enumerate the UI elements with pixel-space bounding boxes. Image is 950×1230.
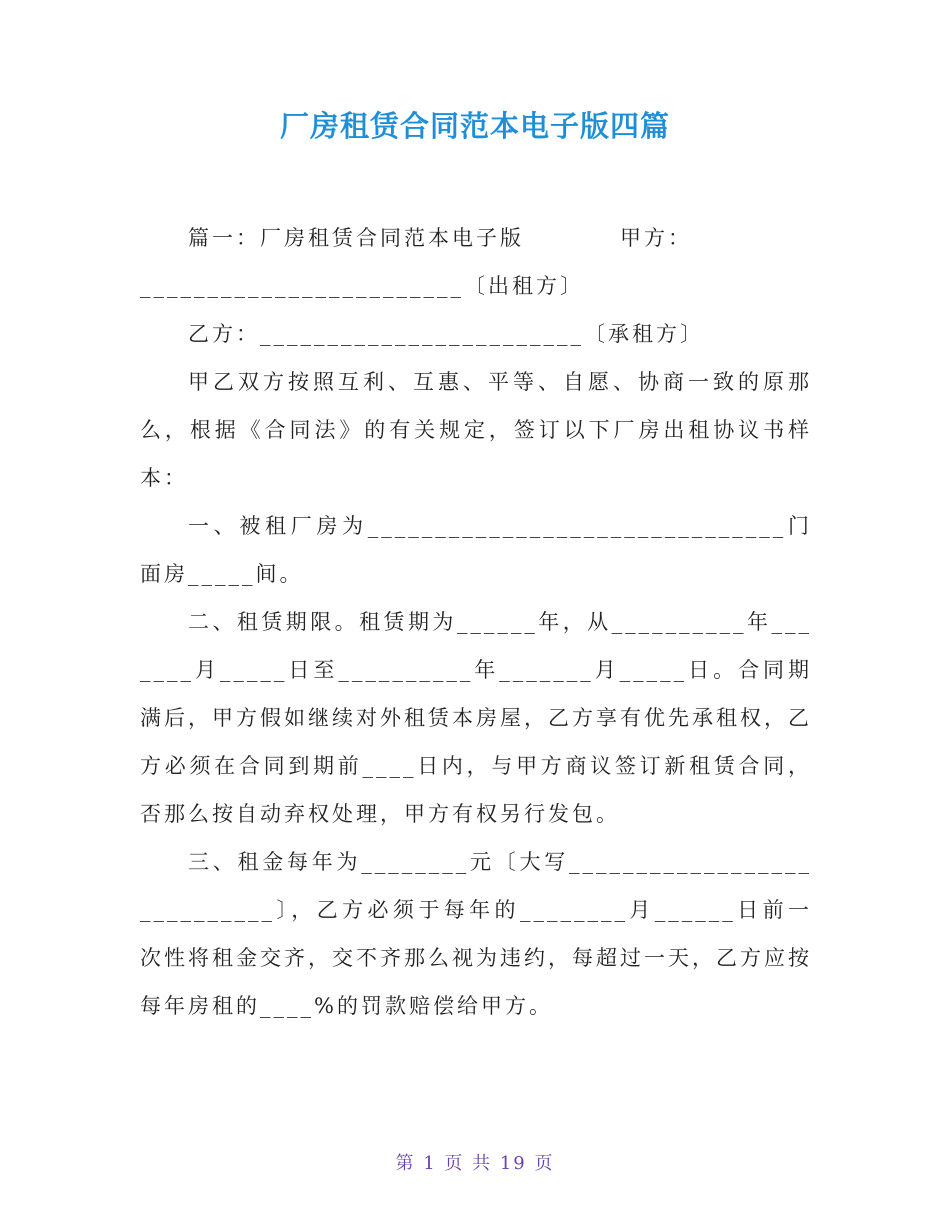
- paragraph-party-a-line: ________________________〔出租方〕: [140, 274, 584, 298]
- paragraph-preamble: 甲乙双方按照互利、互惠、平等、自愿、协商一致的原那么，根据《合同法》的有关规定，签订以下厂房出租协议书样本：: [140, 370, 812, 490]
- paragraph-section-header: 篇一：厂房租赁合同范本电子版 甲方：: [188, 226, 692, 250]
- document-title: 厂房租赁合同范本电子版四篇: [279, 109, 670, 143]
- page-footer: 第 1 页 共 19 页: [395, 1153, 555, 1174]
- document-body: [140, 214, 812, 1030]
- paragraph-clause-2: 二、租赁期限。租赁期为______年，从__________年_______月_____日至__________年_______月_____日。合同期满后，甲方假如继续对外租赁本房屋，乙方享有优先承租权，乙方必须在合同到期前____日内，与甲方商议签订新租赁合同，否那么按自动弃权处理，甲方有权另行发包。: [140, 610, 812, 826]
- paragraph-party-b: 乙方：________________________〔承租方〕: [188, 322, 704, 346]
- paragraph-clause-3: 三、租金每年为________元〔大写____________________________〕，乙方必须于每年的________月______日前一次性将租金交齐，交不齐那么视为违约，每超过一天，乙方应按每年房租的____%的罚款赔偿给甲方。: [140, 850, 812, 1018]
- paragraph-clause-1: 一、被租厂房为_______________________________门面房_____间。: [140, 514, 812, 586]
